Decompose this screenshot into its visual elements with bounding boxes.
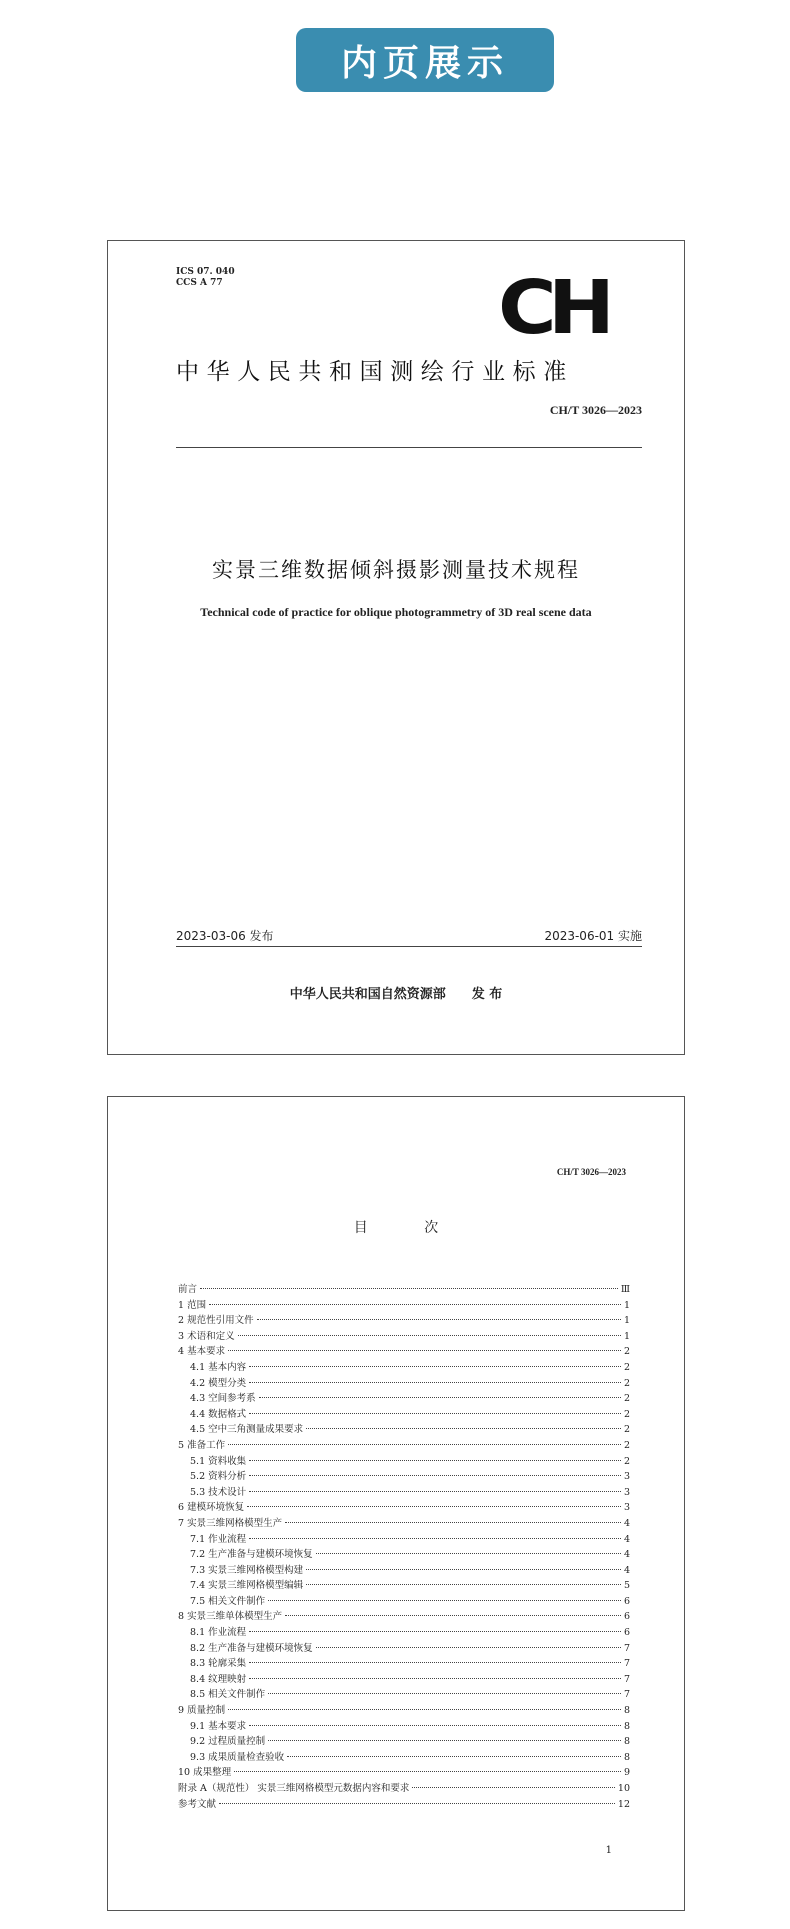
- toc-entry: [178, 1608, 630, 1624]
- toc-list: [178, 1281, 630, 1811]
- toc-entry-page: 4: [623, 1549, 630, 1561]
- toc-entry-page: 2: [623, 1346, 630, 1358]
- toc-leader-dots: [249, 1662, 621, 1663]
- toc-entry-label: 8.4 纹理映射: [190, 1673, 247, 1685]
- toc-entry: [178, 1406, 630, 1422]
- release-date: 2023-03-06 发布: [176, 929, 274, 943]
- toc-entry-label: 7.4 实景三维网格模型编辑: [190, 1580, 304, 1592]
- cover-page: [107, 240, 685, 1055]
- toc-entry-page: 3: [623, 1471, 630, 1483]
- toc-entry-page: 8: [623, 1736, 630, 1748]
- toc-entry: [178, 1281, 630, 1297]
- toc-leader-dots: [316, 1647, 621, 1648]
- toc-entry-label: 9.3 成果质量检查验收: [190, 1751, 285, 1763]
- toc-entry-page: 8: [623, 1751, 630, 1763]
- toc-entry: [178, 1655, 630, 1671]
- toc-entry-label: 3 术语和定义: [178, 1330, 235, 1342]
- toc-entry: [178, 1390, 630, 1406]
- toc-entry-page: 10: [617, 1783, 630, 1794]
- toc-entry-label: 4 基本要求: [178, 1346, 226, 1358]
- toc-entry: [178, 1297, 630, 1313]
- toc-entry-page: 6: [623, 1611, 630, 1623]
- toc-leader-dots: [200, 1288, 618, 1289]
- toc-entry-label: 5.2 资料分析: [190, 1471, 247, 1483]
- standard-code: CH/T 3026—2023: [549, 403, 642, 417]
- toc-entry-label: 8.1 作业流程: [190, 1627, 247, 1639]
- toc-entry-page: 2: [623, 1424, 630, 1436]
- toc-entry-label: 7.5 相关文件制作: [190, 1595, 266, 1607]
- toc-entry: [178, 1624, 630, 1640]
- document-title-en: Technical code of practice for oblique photogrammetry of 3D real scene data: [200, 605, 592, 619]
- toc-entry: [178, 1375, 630, 1391]
- toc-leader-dots: [306, 1584, 621, 1585]
- toc-leader-dots: [249, 1538, 621, 1539]
- toc-entry-page: 7: [623, 1658, 630, 1670]
- toc-leader-dots: [249, 1413, 621, 1414]
- toc-entry-label: 1 范围: [178, 1299, 207, 1311]
- toc-entry-page: 3: [623, 1502, 630, 1514]
- toc-leader-dots: [238, 1335, 621, 1336]
- toc-entry-label: 4.1 基本内容: [190, 1361, 247, 1373]
- toc-entry-page: 2: [623, 1439, 630, 1451]
- toc-entry: [178, 1796, 630, 1812]
- toc-entry: [178, 1718, 630, 1734]
- toc-leader-dots: [259, 1397, 621, 1398]
- toc-entry-label: 4.2 模型分类: [190, 1377, 247, 1389]
- toc-entry-label: 参考文献: [178, 1798, 217, 1810]
- toc-entry-label: 5.1 资料收集: [190, 1455, 247, 1467]
- toc-entry-page: 6: [623, 1595, 630, 1607]
- toc-entry-page: 1: [623, 1299, 630, 1311]
- classification-codes: [176, 267, 235, 289]
- toc-entry-page: Ⅲ: [620, 1284, 630, 1295]
- toc-entry-label: 9 质量控制: [178, 1705, 226, 1717]
- toc-entry: [178, 1546, 630, 1562]
- toc-leader-dots: [268, 1693, 621, 1694]
- toc-entry-page: 2: [623, 1393, 630, 1405]
- toc-entry-page: 5: [623, 1580, 630, 1592]
- toc-leader-dots: [249, 1678, 621, 1679]
- toc-entry-page: 7: [623, 1673, 630, 1685]
- toc-entry: [178, 1733, 630, 1749]
- toc-entry-label: 9.1 基本要求: [190, 1720, 247, 1732]
- toc-leader-dots: [249, 1475, 621, 1476]
- top-divider: [176, 447, 642, 448]
- toc-entry: [178, 1764, 630, 1780]
- toc-leader-dots: [285, 1522, 621, 1523]
- toc-entry: [178, 1515, 630, 1531]
- toc-page: [107, 1096, 685, 1911]
- toc-leader-dots: [316, 1553, 621, 1554]
- toc-leader-dots: [306, 1428, 621, 1429]
- toc-leader-dots: [249, 1725, 621, 1726]
- section-banner: 内页展示: [296, 28, 554, 92]
- toc-entry-label: 7 实景三维网格模型生产: [178, 1517, 283, 1529]
- toc-entry-label: 10 成果整理: [178, 1767, 232, 1779]
- toc-entry-label: 8.2 生产准备与建模环境恢复: [190, 1642, 313, 1654]
- toc-standard-code: CH/T 3026—2023: [556, 1167, 626, 1177]
- toc-entry-label: 5 准备工作: [178, 1439, 226, 1451]
- toc-entry-label: 9.2 过程质量控制: [190, 1736, 266, 1748]
- toc-entry-page: 1: [623, 1330, 630, 1342]
- toc-entry: [178, 1749, 630, 1765]
- toc-heading: 目 次: [353, 1220, 465, 1236]
- toc-entry: [178, 1499, 630, 1515]
- toc-entry-label: 7.1 作业流程: [190, 1533, 247, 1545]
- toc-entry-page: 7: [623, 1689, 630, 1701]
- toc-entry-label: 4.5 空中三角测量成果要求: [190, 1424, 304, 1436]
- toc-entry-page: 2: [623, 1408, 630, 1420]
- toc-entry-page: 8: [623, 1720, 630, 1732]
- toc-leader-dots: [306, 1569, 621, 1570]
- page-number: 1: [605, 1845, 612, 1856]
- toc-entry-page: 8: [623, 1705, 630, 1717]
- toc-entry: [178, 1577, 630, 1593]
- toc-entry-page: 4: [623, 1517, 630, 1529]
- toc-entry: [178, 1328, 630, 1344]
- ics-code: ICS 07. 040: [176, 267, 235, 277]
- toc-entry: [178, 1780, 630, 1796]
- toc-entry-label: 附录 A（规范性） 实景三维网格模型元数据内容和要求: [178, 1783, 410, 1794]
- toc-entry-page: 4: [623, 1533, 630, 1545]
- toc-leader-dots: [285, 1615, 621, 1616]
- toc-leader-dots: [257, 1319, 621, 1320]
- toc-entry: [178, 1421, 630, 1437]
- effective-date: 2023-06-01 实施: [544, 929, 642, 943]
- toc-leader-dots: [209, 1304, 621, 1305]
- toc-entry-page: 12: [617, 1798, 630, 1810]
- toc-entry-label: 4.4 数据格式: [190, 1408, 247, 1420]
- toc-entry: [178, 1359, 630, 1375]
- toc-entry: [178, 1640, 630, 1656]
- toc-leader-dots: [249, 1631, 621, 1632]
- toc-entry: [178, 1468, 630, 1484]
- toc-entry-label: 8.5 相关文件制作: [190, 1689, 266, 1701]
- toc-entry: [178, 1702, 630, 1718]
- standard-series-title: 中华人民共和国测绘行业标准: [176, 359, 574, 385]
- toc-entry: [178, 1531, 630, 1547]
- toc-entry: [178, 1437, 630, 1453]
- toc-entry-page: 7: [623, 1642, 630, 1654]
- toc-entry-page: 2: [623, 1455, 630, 1467]
- toc-leader-dots: [228, 1709, 621, 1710]
- toc-leader-dots: [268, 1740, 621, 1741]
- document-title-cn: 实景三维数据倾斜摄影测量技术规程: [212, 558, 580, 582]
- toc-leader-dots: [219, 1803, 615, 1804]
- toc-entry-page: 1: [623, 1315, 630, 1327]
- toc-entry-label: 7.2 生产准备与建模环境恢复: [190, 1549, 313, 1561]
- toc-entry-label: 8 实景三维单体模型生产: [178, 1611, 283, 1623]
- toc-leader-dots: [247, 1506, 621, 1507]
- toc-entry-label: 8.3 轮廓采集: [190, 1658, 247, 1670]
- toc-entry: [178, 1593, 630, 1609]
- ch-logo: CH: [498, 265, 607, 351]
- toc-entry-page: 3: [623, 1486, 630, 1498]
- bottom-divider: [176, 946, 642, 947]
- toc-entry-label: 2 规范性引用文件: [178, 1315, 254, 1327]
- toc-leader-dots: [228, 1350, 621, 1351]
- toc-entry: [178, 1562, 630, 1578]
- toc-leader-dots: [249, 1491, 621, 1492]
- toc-entry-label: 5.3 技术设计: [190, 1486, 247, 1498]
- toc-entry-page: 6: [623, 1627, 630, 1639]
- toc-entry-page: 2: [623, 1377, 630, 1389]
- toc-entry-page: 2: [623, 1361, 630, 1373]
- toc-leader-dots: [268, 1600, 621, 1601]
- toc-entry: [178, 1686, 630, 1702]
- toc-entry-page: 9: [623, 1767, 630, 1779]
- toc-leader-dots: [249, 1366, 621, 1367]
- toc-entry: [178, 1312, 630, 1328]
- issue-label: 发 布: [471, 987, 503, 1002]
- toc-entry: [178, 1453, 630, 1469]
- toc-entry: [178, 1343, 630, 1359]
- toc-leader-dots: [249, 1460, 621, 1461]
- toc-entry-label: 7.3 实景三维网格模型构建: [190, 1564, 304, 1576]
- publisher: [108, 983, 684, 1002]
- toc-leader-dots: [228, 1444, 621, 1445]
- ccs-code: CCS A 77: [176, 278, 223, 288]
- toc-entry-label: 6 建模环境恢复: [178, 1502, 245, 1514]
- toc-leader-dots: [412, 1787, 615, 1788]
- issuer-name: 中华人民共和国自然资源部: [289, 987, 446, 1002]
- toc-entry: [178, 1671, 630, 1687]
- toc-entry-label: 前言: [178, 1284, 198, 1295]
- toc-leader-dots: [234, 1771, 621, 1772]
- toc-leader-dots: [287, 1756, 621, 1757]
- toc-entry-label: 4.3 空间参考系: [190, 1393, 256, 1405]
- toc-leader-dots: [249, 1382, 621, 1383]
- toc-entry-page: 4: [623, 1564, 630, 1576]
- toc-entry: [178, 1484, 630, 1500]
